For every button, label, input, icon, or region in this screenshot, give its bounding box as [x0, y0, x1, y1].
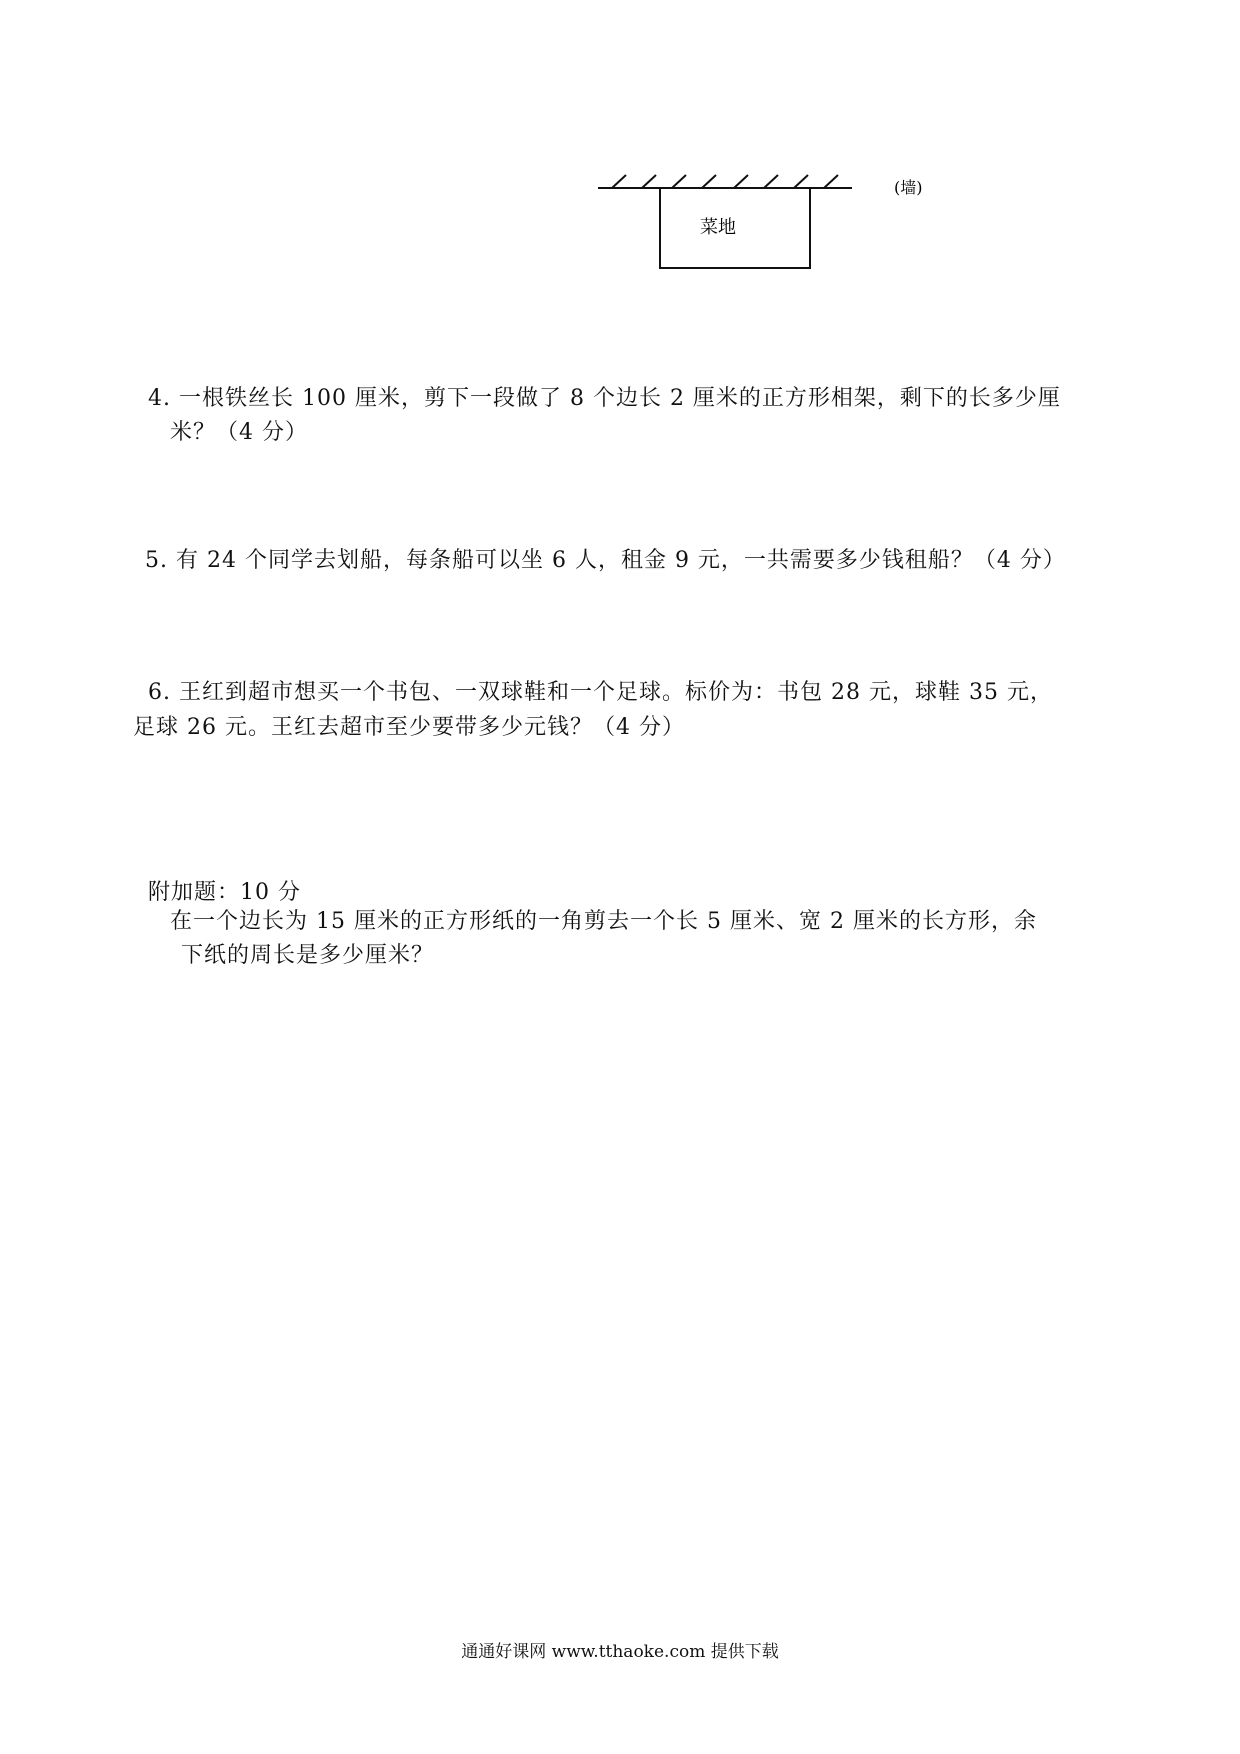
question-6-line-1: 6. 王红到超市想买一个书包、一双球鞋和一个足球。标价为：书包 28 元，球鞋 35 元，: [148, 680, 1053, 705]
bonus-line-1: 在一个边长为 15 厘米的正方形纸的一角剪去一个长 5 厘米、宽 2 厘米的长方形，余: [170, 909, 1037, 934]
garden-label: 菜地: [700, 217, 736, 238]
wall-hatching: [612, 175, 838, 188]
footer-credit: 通通好课网 www.tthaoke.com 提供下载: [461, 1642, 779, 1662]
question-5: 5. 有 24 个同学去划船，每条船可以坐 6 人，租金 9 元，一共需要多少钱租船？（4 分）: [145, 548, 1066, 573]
question-4-line-2: 米？（4 分）: [170, 420, 308, 445]
wall-label: (墙): [894, 178, 923, 197]
question-4-line-1: 4. 一根铁丝长 100 厘米，剪下一段做了 8 个边长 2 厘米的正方形相架，剩下的长多少厘: [148, 386, 1061, 411]
question-6-line-2: 足球 26 元。王红去超市至少要带多少元钱？（4 分）: [133, 715, 685, 740]
bonus-line-2: 下纸的周长是多少厘米？: [181, 943, 435, 968]
bonus-title: 附加题：10 分: [148, 880, 301, 905]
garden-wall-diagram: [0, 0, 1240, 300]
